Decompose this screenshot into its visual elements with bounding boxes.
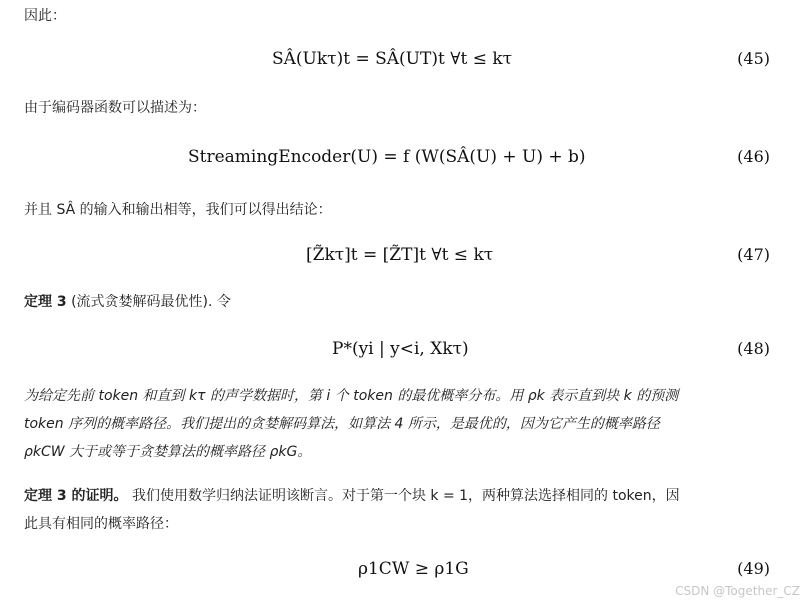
proof-line-1 — [24, 482, 784, 510]
theorem-body-line-1: 为给定先前 token 和直到 kτ 的声学数据时，第 i 个 token 的最优概率分布。用 ρk 表示直到块 k 的预测 — [24, 388, 679, 404]
watermark: CSDN @Together_CZ — [675, 584, 800, 598]
proof-paragraph — [24, 482, 784, 538]
equal-line: 并且 SÂ 的输入和输出相等，我们可以得出结论： — [24, 202, 332, 218]
theorem-label: 定理 3 — [24, 294, 67, 310]
equation-47: [Z̃kτ]t = [Z̃T]t ∀t ≤ kτ — [306, 245, 494, 265]
intro-line: 因此： — [24, 8, 66, 24]
equation-46: StreamingEncoder(U) = f (W(SÂ(U) + U) + b) — [188, 147, 586, 167]
theorem-body-line-3: ρkCW 大于或等于贪婪算法的概率路径 ρkG。 — [24, 444, 312, 460]
equation-45-number: (45) — [737, 49, 770, 68]
encoder-line: 由于编码器函数可以描述为： — [24, 100, 206, 116]
theorem-body — [24, 382, 784, 466]
equation-49-number: (49) — [737, 559, 770, 578]
theorem-heading — [24, 292, 231, 312]
theorem-title: (流式贪婪解码最优性). 令 — [71, 294, 231, 310]
equation-46-number: (46) — [737, 147, 770, 166]
equation-48-number: (48) — [737, 339, 770, 358]
proof-label: 定理 3 的证明。 — [24, 488, 128, 504]
equation-47-number: (47) — [737, 245, 770, 264]
equation-49: ρ1CW ≥ ρ1G — [358, 559, 469, 579]
theorem-body-line-2: token 序列的概率路径。我们提出的贪婪解码算法，如算法 4 所示，是最优的，因为它产生的概率路径 — [24, 416, 660, 432]
equation-48: P*(yi | y<i, Xkτ) — [332, 339, 469, 359]
proof-line-2: 此具有相同的概率路径： — [24, 516, 178, 532]
equation-45: SÂ(Ukτ)t = SÂ(UT)t ∀t ≤ kτ — [272, 49, 513, 69]
proof-text-1: 我们使用数学归纳法证明该断言。对于第一个块 k = 1，两种算法选择相同的 token，因 — [131, 488, 680, 504]
